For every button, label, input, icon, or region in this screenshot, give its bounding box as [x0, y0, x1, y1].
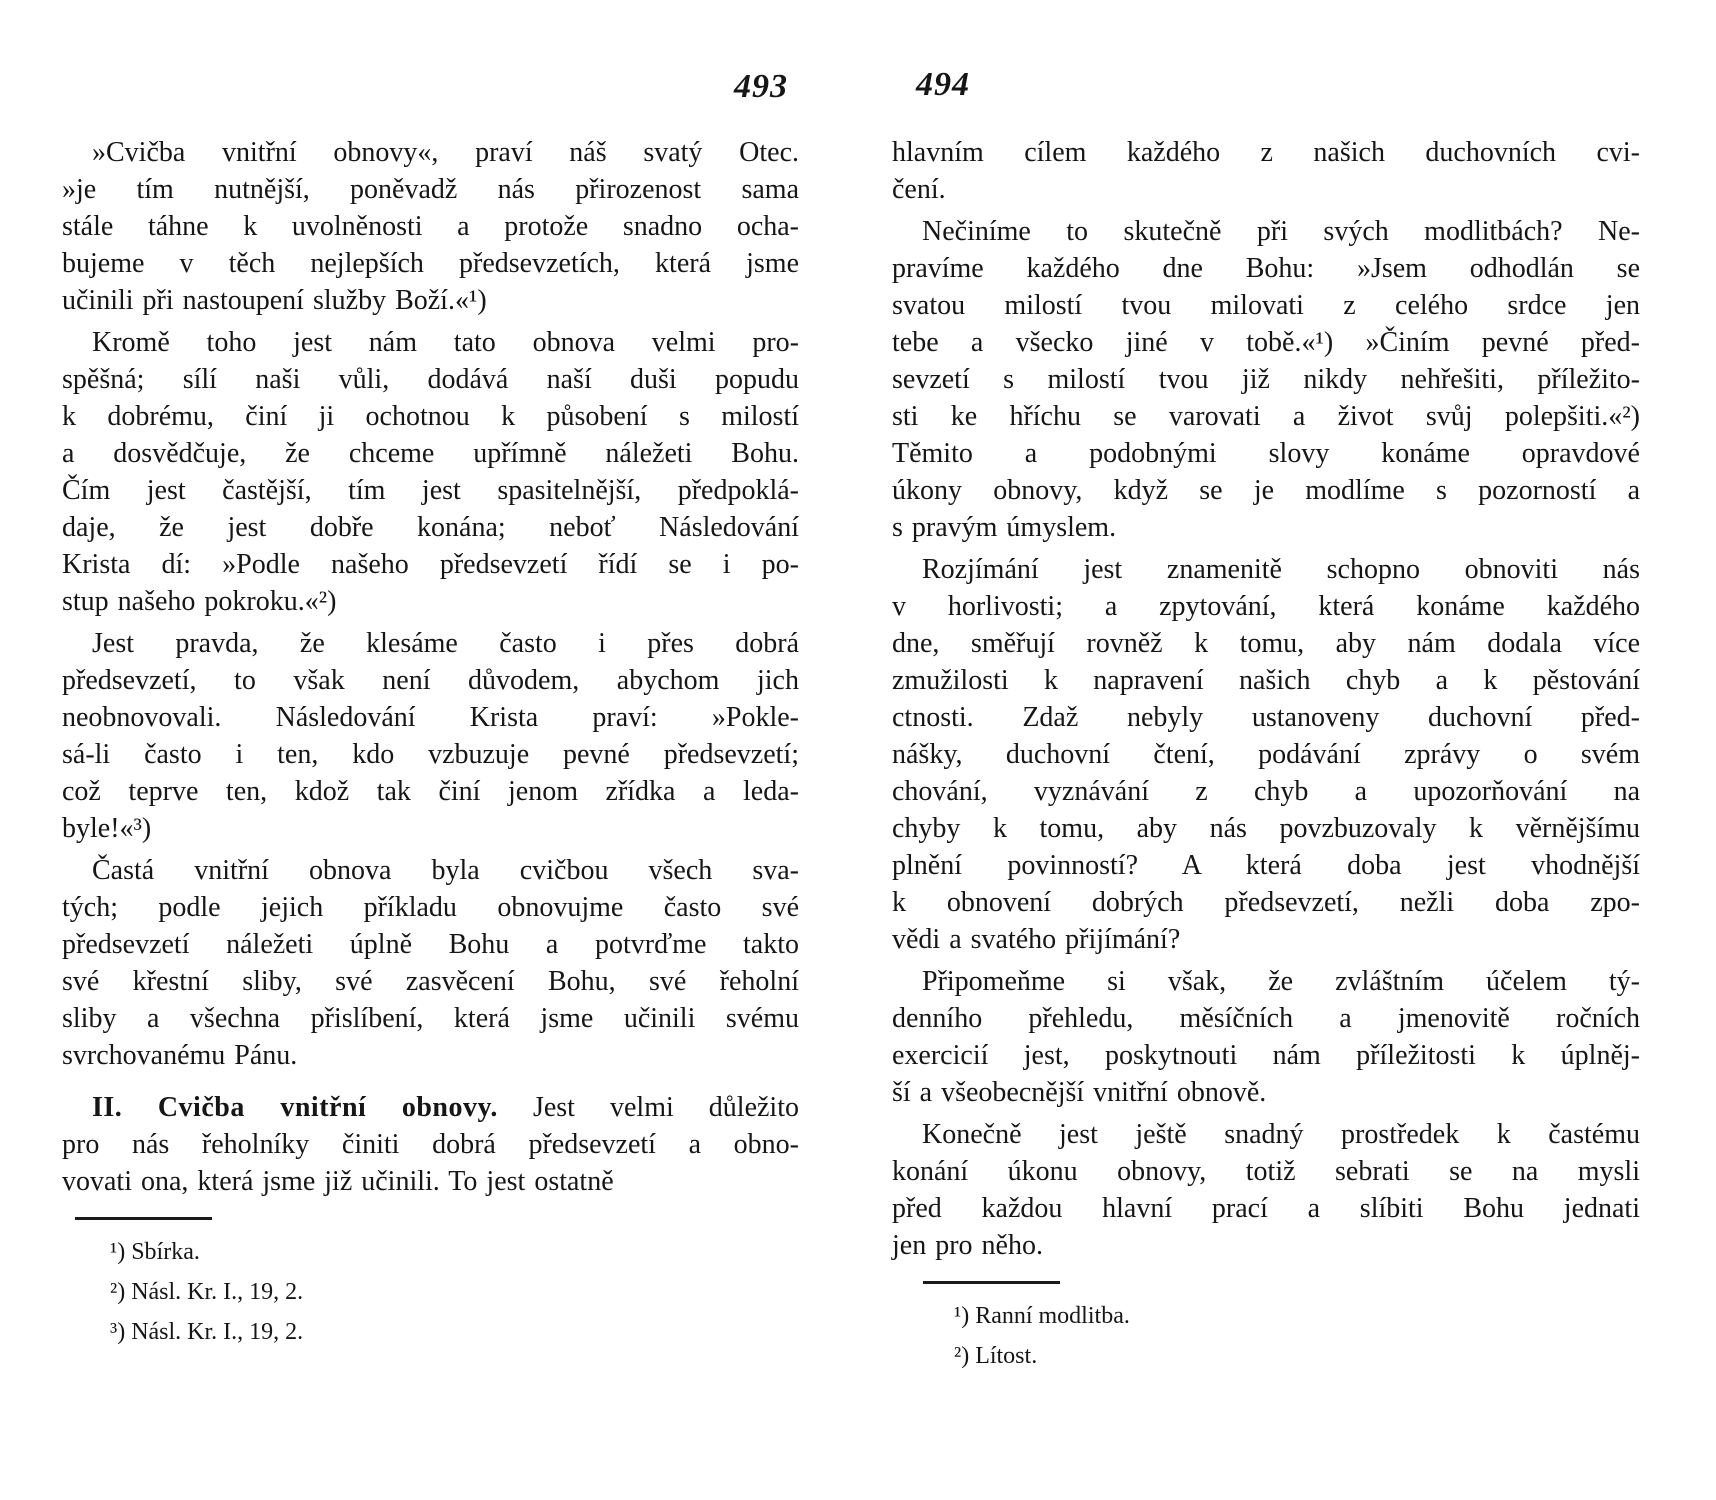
- text-line: Krista dí: »Podle našeho předsevzetí řídí se i po-: [62, 549, 799, 580]
- text-line: k dobrému, činí ji ochotnou k působení s milostí: [62, 401, 799, 432]
- text-line: v horlivosti; a zpytování, která konáme každého: [892, 591, 1640, 622]
- paragraph: [892, 551, 1640, 958]
- text-line: pro nás řeholníky činiti dobrá předsevzetí a obno-: [62, 1129, 799, 1160]
- text-line: jen pro něho.: [892, 1230, 1043, 1261]
- text-line: učinili při nastoupení služby Boží.«¹): [62, 285, 487, 316]
- text-line: úkony obnovy, když se je modlíme s pozorností a: [892, 475, 1640, 506]
- text-line: pravíme každého dne Bohu: »Jsem odhodlán se: [892, 253, 1640, 284]
- paragraph: [62, 625, 799, 847]
- text-line: k obnovení dobrých předsevzetí, nežli doba zpo-: [892, 887, 1640, 918]
- text-line: Připomeňme si však, že zvláštním účelem tý-: [922, 966, 1640, 997]
- text-line: bujeme v těch nejlepších předsevzetích, která jsme: [62, 248, 799, 279]
- text-line: Kromě toho jest nám tato obnova velmi pro-: [92, 327, 799, 358]
- text-line: »Cvičba vnitřní obnovy«, praví náš svatý Otec.: [92, 137, 799, 168]
- text-line: čení.: [892, 174, 946, 205]
- footnote: ¹) Sbírka.: [110, 1239, 200, 1265]
- text-line: plnění povinností? A která doba jest vhodnější: [892, 850, 1640, 881]
- footnote: ²) Násl. Kr. I., 19, 2.: [110, 1279, 304, 1305]
- page-column-left: [62, 134, 799, 1352]
- footnote: ¹) Ranní modlitba.: [954, 1303, 1130, 1329]
- paragraph: [62, 324, 799, 620]
- text-line: exercicií jest, poskytnouti nám příležitosti k úplněj-: [892, 1040, 1640, 1071]
- text-line: své křestní sliby, své zasvěcení Bohu, své řeholní: [62, 966, 799, 997]
- text-line: neobnovovali. Následování Krista praví: »Pokle-: [62, 702, 799, 733]
- page-number-right: 494: [916, 66, 970, 103]
- text-line: sevzetí s milostí tvou již nikdy nehřešiti, příležito-: [892, 364, 1640, 395]
- footnote-rule: [923, 1281, 1060, 1284]
- text-line: sliby a všechna přislíbení, která jsme učinili svému: [62, 1003, 799, 1034]
- text-line: ctnosti. Zdaž nebyly ustanoveny duchovní před-: [892, 702, 1640, 733]
- text-line: Těmito a podobnými slovy konáme opravdové: [892, 438, 1640, 469]
- paragraph: [892, 134, 1640, 208]
- text-line: Rozjímání jest znamenitě schopno obnoviti nás: [922, 554, 1640, 585]
- text-line: II. Cvičba vnitřní obnovy. Jest velmi důležito: [92, 1092, 799, 1123]
- text-line: Čím jest častější, tím jest spasitelnější, předpoklá-: [62, 475, 799, 506]
- text-line: vovati ona, která jsme již učinili. To jest ostatně: [62, 1166, 614, 1197]
- text-line: tebe a všecko jiné v tobě.«¹) »Činím pevné před-: [892, 327, 1640, 358]
- footnotes: [892, 1296, 1640, 1376]
- text-line: což teprve ten, kdož tak činí jenom zřídka a leda-: [62, 776, 799, 807]
- text-line: Nečiníme to skutečně při svých modlitbách? Ne-: [922, 216, 1640, 247]
- paragraph: [62, 852, 799, 1074]
- text-line: svatou milostí tvou milovati z celého srdce jen: [892, 290, 1640, 321]
- text-line: hlavním cílem každého z našich duchovních cvi-: [892, 137, 1640, 168]
- footnotes: [62, 1232, 799, 1352]
- text-line: před každou hlavní prací a slíbiti Bohu jednati: [892, 1193, 1640, 1224]
- paragraph: [892, 1116, 1640, 1264]
- text-line: nášky, duchovní čtení, podávání zprávy o svém: [892, 739, 1640, 770]
- paragraph: [892, 963, 1640, 1111]
- text-line: stále táhne k uvolněnosti a protože snadno ocha-: [62, 211, 799, 242]
- page-column-right: [892, 134, 1640, 1376]
- text-line: ší a všeobecnější vnitřní obnově.: [892, 1077, 1267, 1108]
- text-line: vědi a svatého přijímání?: [892, 924, 1181, 955]
- text-line: předsevzetí, to však není důvodem, abychom jich: [62, 665, 799, 696]
- text-line: chování, vyznávání z chyb a upozorňování na: [892, 776, 1640, 807]
- text-line: konání úkonu obnovy, totiž sebrati se na mysli: [892, 1156, 1640, 1187]
- text-line: sti ke hříchu se varovati a život svůj polepšiti.«²): [892, 401, 1640, 432]
- section-paragraph: [62, 1089, 799, 1200]
- text-line: svrchovanému Pánu.: [62, 1040, 298, 1071]
- text-line: daje, že jest dobře konána; neboť Následování: [62, 512, 799, 543]
- text-line: a dosvědčuje, že chceme upřímně náležeti Bohu.: [62, 438, 799, 469]
- section-heading: II. Cvičba vnitřní obnovy.: [92, 1092, 498, 1123]
- paragraph: [62, 134, 799, 319]
- text-line: Jest pravda, že klesáme často i přes dobrá: [92, 628, 799, 659]
- text-line: dne, směřují rovněž k tomu, aby nám dodala více: [892, 628, 1640, 659]
- text-line: Konečně jest ještě snadný prostředek k častému: [922, 1119, 1640, 1150]
- text-line: předsevzetí náležeti úplně Bohu a potvrďme takto: [62, 929, 799, 960]
- text-line: Častá vnitřní obnova byla cvičbou všech sva-: [92, 855, 799, 886]
- text-line: stup našeho pokroku.«²): [62, 586, 337, 617]
- paragraph: [892, 213, 1640, 546]
- text-line: »je tím nutnější, poněvadž nás přirozenost sama: [62, 174, 799, 205]
- text-line: denního přehledu, měsíčních a jmenovitě ročních: [892, 1003, 1640, 1034]
- text-line: spěšná; sílí naši vůli, dodává naší duši popudu: [62, 364, 799, 395]
- text-line: byle!«³): [62, 813, 152, 844]
- page-number-left: 493: [734, 68, 788, 105]
- footnote: ³) Násl. Kr. I., 19, 2.: [110, 1319, 304, 1345]
- text-line: chyby k tomu, aby nás povzbuzovaly k věrnějšímu: [892, 813, 1640, 844]
- text-line: zmužilosti k napravení našich chyb a k pěstování: [892, 665, 1640, 696]
- text-line: sá-li často i ten, kdo vzbuzuje pevné předsevzetí;: [62, 739, 799, 770]
- text-line: s pravým úmyslem.: [892, 512, 1117, 543]
- footnote-rule: [75, 1217, 212, 1220]
- text-line: tých; podle jejich příkladu obnovujme často své: [62, 892, 799, 923]
- footnote: ²) Lítost.: [954, 1343, 1038, 1369]
